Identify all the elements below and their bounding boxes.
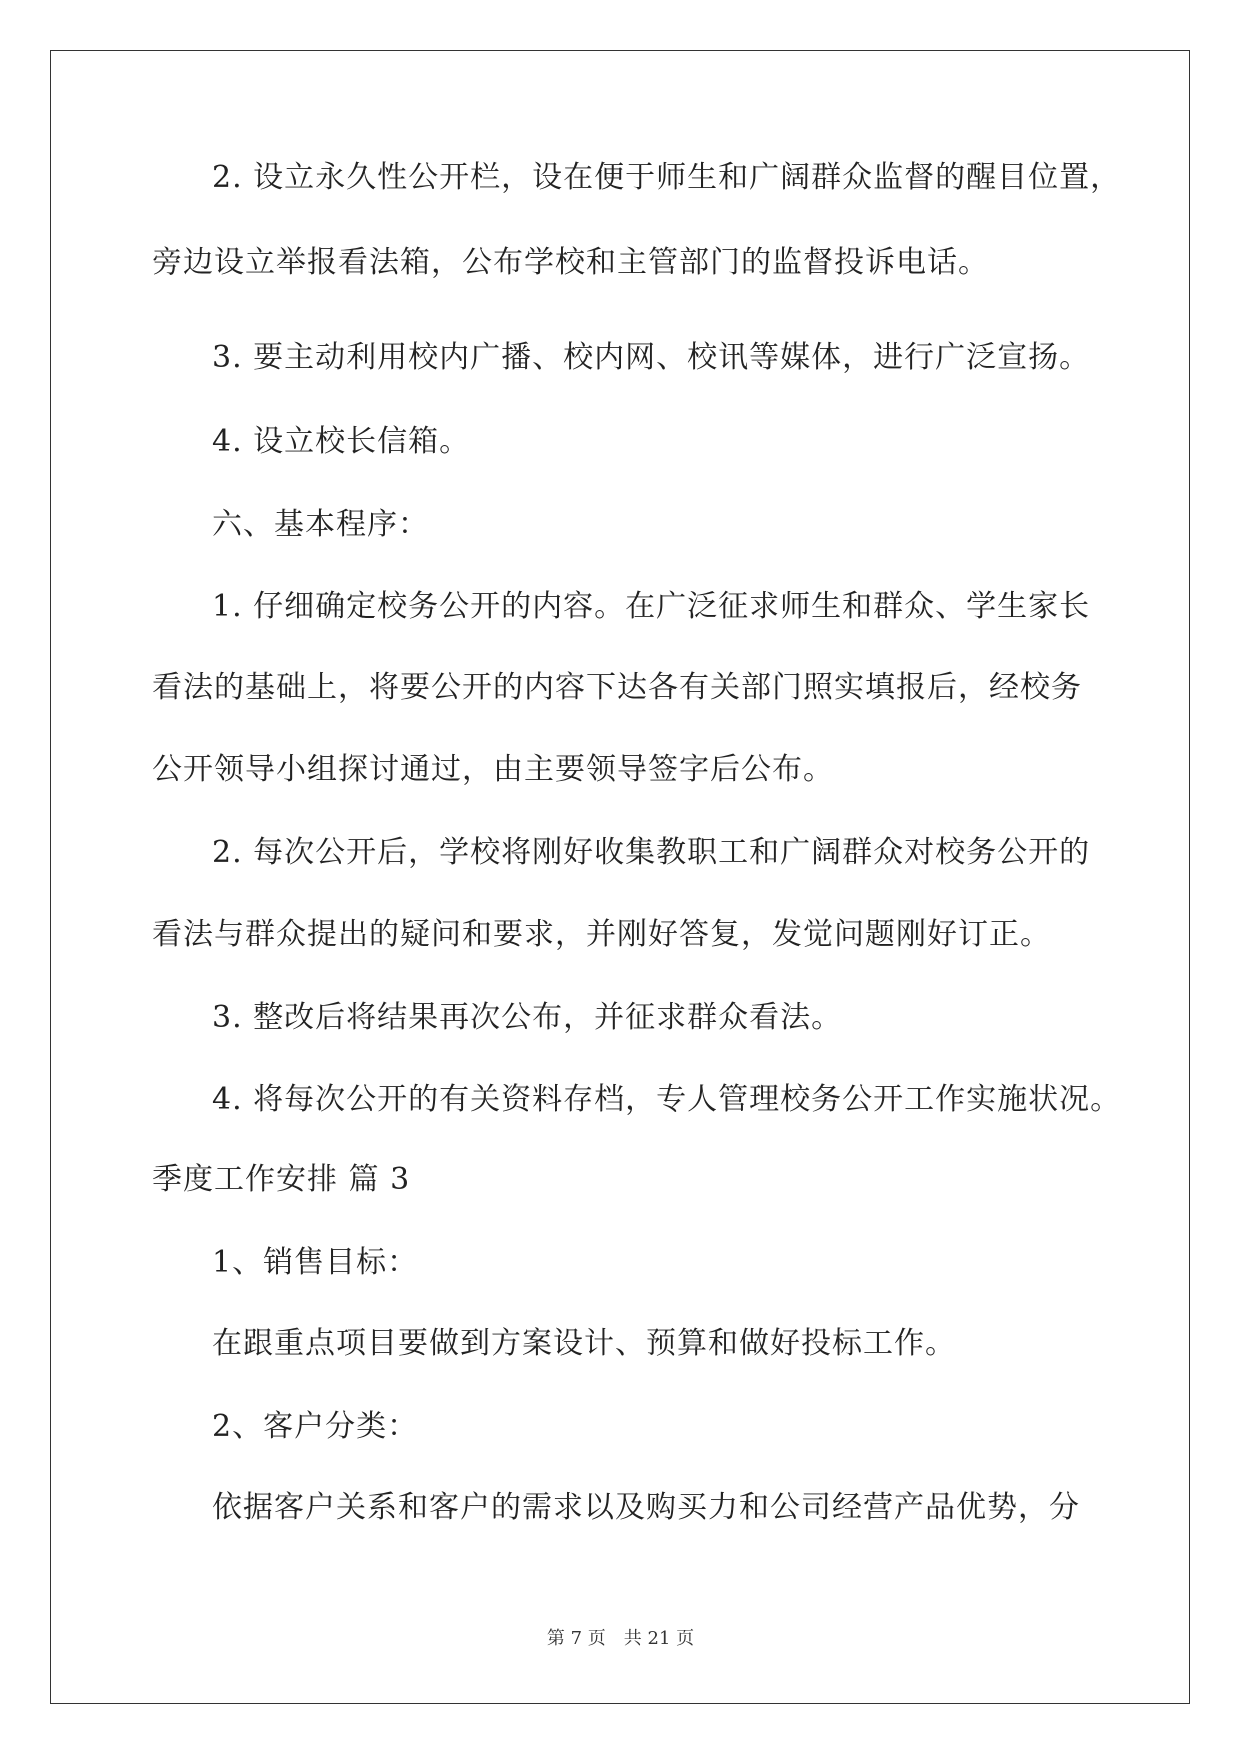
paragraph-line: 4. 设立校长信箱。 (212, 424, 471, 459)
page-footer (0, 1627, 1241, 1651)
paragraph-line: 看法与群众提出的疑问和要求，并刚好答复，发觉问题刚好订正。 (152, 917, 1051, 952)
section-heading: 1、销售目标： (212, 1245, 419, 1280)
page-border (50, 50, 1190, 1704)
paragraph-line: 2. 每次公开后，学校将刚好收集教职工和广阔群众对校务公开的 (212, 835, 1091, 870)
page-total: 共 21 页 (623, 1628, 695, 1649)
paragraph-line: 公开领导小组探讨通过，由主要领导签字后公布。 (152, 752, 834, 787)
section-heading: 2、客户分类： (212, 1409, 419, 1444)
paragraph-line: 依据客户关系和客户的需求以及购买力和公司经营产品优势，分 (212, 1490, 1080, 1525)
paragraph-line: 1. 仔细确定校务公开的内容。在广泛征求师生和群众、学生家长 (212, 589, 1091, 624)
paragraph-line: 2. 设立永久性公开栏，设在便于师生和广阔群众监督的醒目位置， (212, 160, 1122, 195)
page-number: 第 7 页 (546, 1628, 606, 1649)
section-title: 季度工作安排 篇 3 (152, 1162, 411, 1197)
paragraph-line: 3. 整改后将结果再次公布，并征求群众看法。 (212, 1000, 843, 1035)
paragraph-line: 3. 要主动利用校内广播、校内网、校讯等媒体，进行广泛宣扬。 (212, 340, 1091, 375)
paragraph-line: 在跟重点项目要做到方案设计、预算和做好投标工作。 (212, 1326, 956, 1361)
paragraph-line: 4. 将每次公开的有关资料存档，专人管理校务公开工作实施状况。 (212, 1082, 1122, 1117)
section-heading: 六、基本程序： (212, 507, 429, 542)
paragraph-line: 看法的基础上，将要公开的内容下达各有关部门照实填报后，经校务 (152, 670, 1082, 705)
paragraph-line: 旁边设立举报看法箱，公布学校和主管部门的监督投诉电话。 (152, 245, 989, 280)
